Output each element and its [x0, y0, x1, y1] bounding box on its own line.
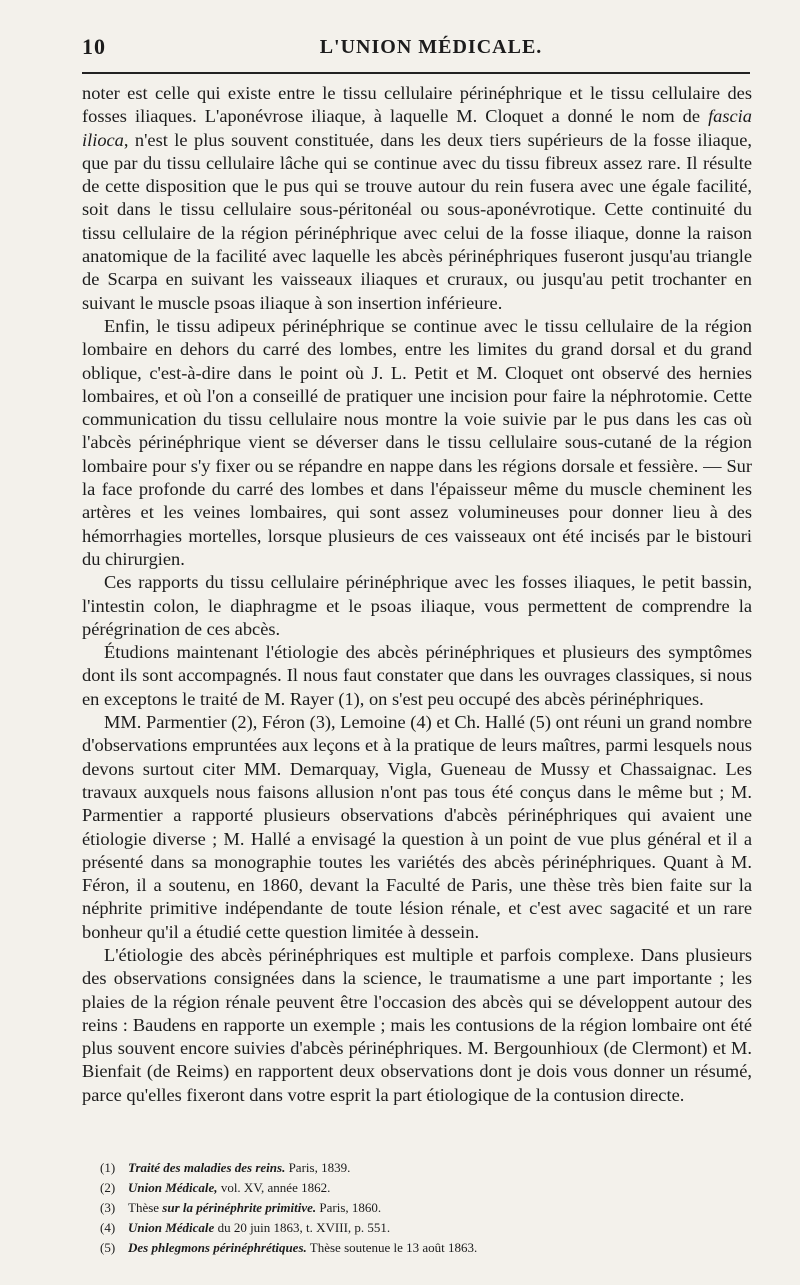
- paragraph-1-text-b: , n'est le plus souvent constituée, dans les deux tiers supérieurs de la fosse iliaque, que par du tissu cellulaire lâche qui se continue avec du tissu fibreux assez rare. Il résulte de cette disposition que le pus qui se trouve autour du rein fusera avec une égale facilité, soit dans le tissu cellulaire sous-péritonéal ou sous-aponévrotique. Cette continuité du tissu cellulaire de la région périnéphrique avec celui de la fosse iliaque, donne la raison anatomique de la facilité avec laquelle les abcès périnéphriques fuseront jusqu'au triangle de Scarpa en suivant les vaisseaux iliaques et cruraux, ou jusqu'au petit trochanter en suivant le muscle psoas iliaque à son insertion inférieure.: [82, 129, 752, 313]
- footnote-number: (4): [100, 1220, 116, 1235]
- footnote-number: (1): [100, 1160, 116, 1175]
- footnote-title: sur la périnéphrite primitive.: [162, 1200, 317, 1215]
- paragraph-5: MM. Parmentier (2), Féron (3), Lemoine (4) et Ch. Hallé (5) ont réuni un grand nombre d'observations empruntées aux leçons et à la pratique de leurs maîtres, parmi lesquels nous devons surtout citer MM. Demarquay, Vigla, Gueneau de Mussy et Chassaignac. Les travaux auxquels nous faisons allusion n'ont pas tous été conçus dans le même but ; M. Parmentier a rapporté plusieurs observations d'abcès périnéphriques qui avaient une étiologie diverse ; M. Hallé a envisagé la question à un point de vue plus général et il a présenté dans sa monographie toutes les variétés des abcès périnéphriques. Quant à M. Féron, il a soutenu, en 1860, devant la Faculté de Paris, une thèse très bien faite sur la néphrite primitive indépendante de toute lésion rénale, et c'est avec sagacité et un rare bonheur qu'il a étudié cette question limitée à dessein.: [82, 712, 752, 942]
- running-title: L'UNION MÉDICALE.: [319, 36, 543, 58]
- footnote-number: (5): [100, 1240, 116, 1255]
- header-rule: [82, 72, 750, 74]
- paragraph-4: Étudions maintenant l'étiologie des abcès périnéphriques et plusieurs des symptômes dont ils sont accompagnés. Il nous faut constater que dans les ouvrages classiques, si nous en exceptons le traité de M. Rayer (1), on s'est peu occupé des abcès périnéphriques.: [82, 642, 752, 709]
- footnote-4: [100, 1218, 760, 1238]
- footnote-detail: Thèse soutenue le 13 août 1863.: [306, 1240, 478, 1255]
- footnote-title: Union Médicale: [128, 1220, 215, 1235]
- footnote-detail: vol. XV, année 1862.: [217, 1180, 331, 1195]
- paragraph-3: Ces rapports du tissu cellulaire périnéphrique avec les fosses iliaques, le petit bassin, l'intestin colon, le diaphragme et le psoas iliaque, vous permettent de comprendre la pérégrination de ces abcès.: [82, 572, 752, 639]
- footnote-3: [100, 1198, 760, 1218]
- footnote-lead: Thèse: [128, 1200, 163, 1215]
- body-text: [82, 82, 752, 1107]
- paragraph-2: Enfin, le tissu adipeux périnéphrique se continue avec le tissu cellulaire de la région lombaire en dehors du carré des lombes, entre les limites du grand dorsal et du grand oblique, c'est-à-dire dans le point où J. L. Petit et M. Cloquet ont observé des hernies lombaires, et où l'on a conseillé de pratiquer une incision pour faire la néphrotomie. Cette communication du tissu cellulaire nous montre la voie suivie par le pus dans les cas où l'abcès périnéphrique vient se déverser dans le tissu cellulaire sous-cutané de la région lombaire pour s'y fixer ou se répandre en nappe dans les régions dorsale et fessière. — Sur la face profonde du carré des lombes et dans l'épaisseur même du muscle cheminent les artères et les veines lombaires, qui sont assez volumineuses pour donner lieu à des hémorrhagies mortelles, lorsque plusieurs de ces vaisseaux ont été incisés par le bistouri du chirurgien.: [82, 315, 752, 569]
- footnote-2: [100, 1178, 760, 1198]
- footnotes: [100, 1158, 760, 1258]
- footnote-1: [100, 1158, 760, 1178]
- footnote-number: (3): [100, 1200, 116, 1215]
- footnote-detail: du 20 juin 1863, t. XVIII, p. 551.: [214, 1220, 391, 1235]
- footnote-title: Des phlegmons périnéphrétiques.: [128, 1240, 307, 1255]
- paragraph-1-text-a: noter est celle qui existe entre le tissu cellulaire périnéphrique et le tissu cellulaire des fosses iliaques. L'aponévrose iliaque, à laquelle M. Cloquet a donné le nom de: [82, 83, 752, 127]
- paragraph-6: L'étiologie des abcès périnéphriques est multiple et parfois complexe. Dans plusieurs des observations consignées dans la science, le traumatisme a une part importante ; les plaies de la région rénale peuvent être l'occasion des abcès qui se développent autour des reins : Baudens en rapporte un exemple ; mais les contusions de la région lombaire ont été plus souvent encore suivies d'abcès périnéphriques. M. Bergounhioux (de Clermont) et M. Bienfait (de Reims) en rapportent deux observations dont je dois vous donner un résumé, parce qu'elles fixeront dans votre esprit la part étiologique de la contusion directe.: [82, 944, 752, 1105]
- page-header: [82, 28, 750, 66]
- page-number: 10: [82, 34, 106, 59]
- footnote-5: [100, 1238, 760, 1258]
- fascia-ilioca-term: fascia ilioca: [82, 106, 752, 150]
- footnote-detail: Paris, 1860.: [316, 1200, 382, 1215]
- footnote-detail: Paris, 1839.: [285, 1160, 351, 1175]
- footnote-title: Union Médicale,: [128, 1180, 218, 1195]
- paragraph-1: [82, 82, 752, 315]
- footnote-title: Traité des maladies des reins.: [128, 1160, 286, 1175]
- footnote-number: (2): [100, 1180, 116, 1195]
